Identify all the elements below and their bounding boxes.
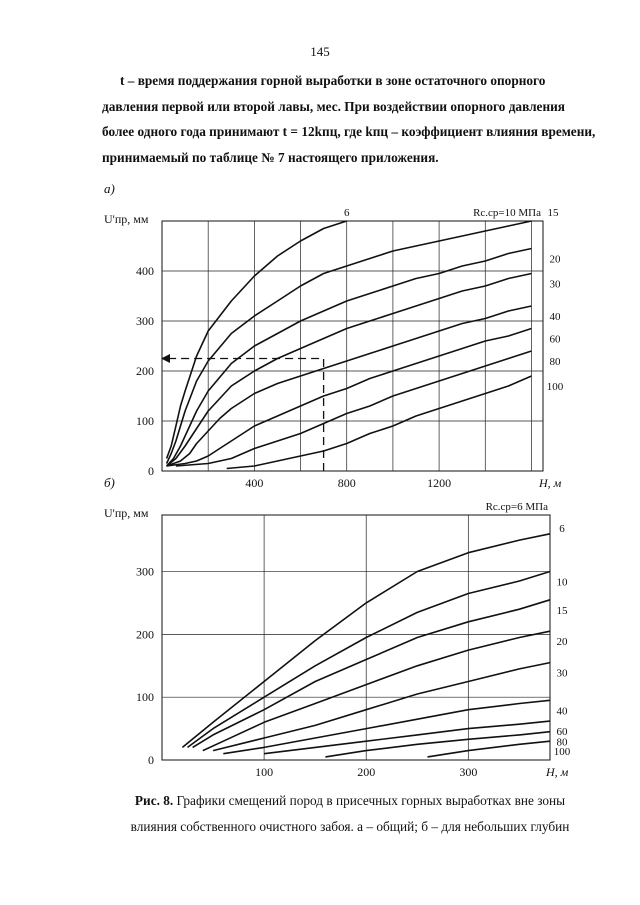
series-line-15	[167, 221, 532, 464]
x-axis-label: H, м	[539, 476, 562, 490]
legend-title: Rс.ср=6 МПа	[485, 501, 548, 513]
y-tick-label: 200	[136, 627, 154, 642]
panel-label: а)	[104, 181, 115, 196]
paragraph-line: принимаемый по таблице № 7 настоящего приложения.	[102, 149, 439, 165]
x-tick-label: 1200	[427, 476, 452, 490]
y-tick-label: 200	[136, 364, 154, 378]
page-number: 145	[310, 44, 330, 59]
series-line-60	[264, 721, 550, 754]
paragraph-line: давления первой или второй лавы, мес. При воздействии опорного давления	[102, 98, 565, 114]
series-label: 10	[556, 576, 568, 589]
body-paragraph	[102, 68, 598, 170]
y-axis-label: U'пр, мм	[104, 506, 149, 520]
y-tick-label: 300	[136, 314, 154, 328]
x-tick-label: 200	[357, 765, 376, 779]
x-tick-label: 800	[337, 476, 356, 490]
series-label: 15	[547, 207, 559, 219]
plot-frame	[162, 221, 543, 471]
series-line-15	[193, 600, 550, 748]
caption-text-line2: влияния собственного очистного забоя. а – общий; б – для небольших глубин	[130, 819, 570, 834]
series-line-40	[223, 700, 550, 753]
series-label: 20	[556, 636, 568, 649]
x-axis-label: H, м	[546, 765, 569, 779]
x-tick-label: 100	[255, 765, 274, 779]
y-tick-label: 0	[148, 753, 154, 767]
paragraph-line: более одного года принимают t = 12kпц, где kпц – коэффициент влияния времени,	[102, 124, 596, 139]
series-label: 30	[556, 667, 568, 680]
series-label: 40	[549, 311, 561, 323]
series-label: 6	[559, 522, 565, 535]
series-label: 20	[549, 253, 561, 266]
series-label: 80	[556, 736, 568, 749]
plot-frame	[162, 515, 550, 760]
series-label: 40	[556, 705, 568, 718]
chart-a	[0, 181, 640, 495]
caption-label: Рис. 8.	[134, 793, 174, 808]
series-line-20	[167, 249, 532, 467]
series-label: 6	[343, 207, 350, 219]
y-axis-label: U'пр, мм	[104, 212, 149, 226]
panel-label: б)	[104, 475, 115, 490]
legend-title: Rс.ср=10 МПа	[473, 207, 541, 219]
x-tick-label: 300	[459, 765, 478, 779]
series-label: 15	[556, 604, 568, 617]
series-label: 60	[549, 333, 561, 346]
figure-caption	[90, 788, 610, 840]
y-tick-label: 100	[136, 690, 154, 705]
series-label: 80	[549, 356, 561, 368]
series-line-80	[176, 351, 532, 466]
y-tick-label: 0	[148, 464, 154, 478]
series-label: 100	[553, 746, 571, 759]
y-tick-label: 400	[136, 264, 154, 278]
x-tick-label: 400	[245, 476, 264, 490]
series-line-100	[227, 376, 532, 469]
caption-text: Графики смещений пород в присечных горных выработках вне зоны	[173, 793, 566, 808]
y-tick-label: 300	[136, 564, 154, 579]
series-line-100	[428, 741, 551, 757]
y-tick-label: 100	[136, 414, 154, 428]
series-label: 30	[549, 278, 561, 291]
series-label: 60	[556, 726, 568, 739]
paragraph-line: t – время поддержания горной выработки в зоне остаточного опорного	[120, 73, 546, 88]
series-line-30	[167, 274, 532, 467]
series-label: 100	[546, 381, 564, 393]
series-line-20	[203, 631, 550, 750]
